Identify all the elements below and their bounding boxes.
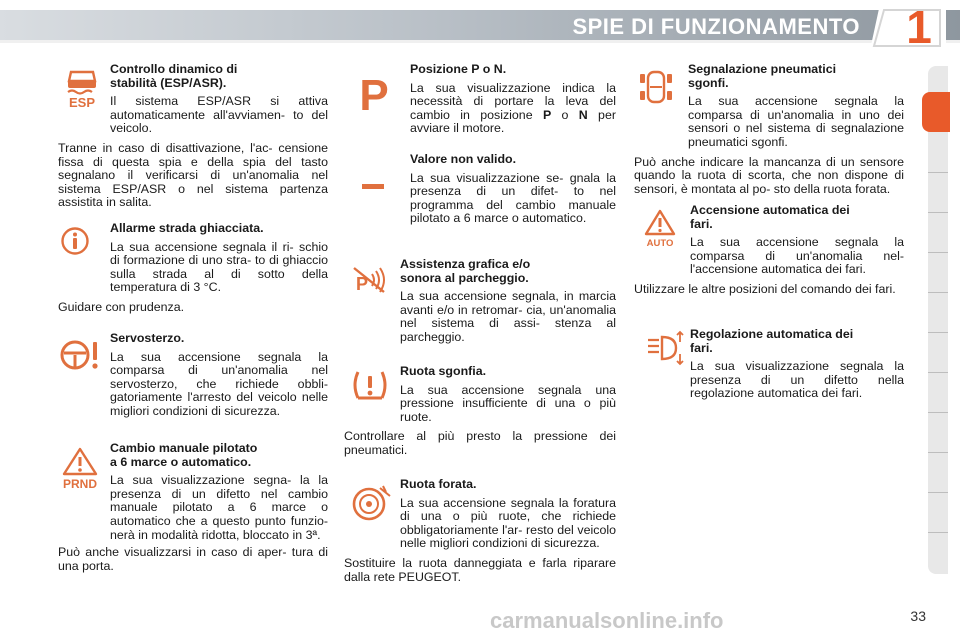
gearbox-title-1: Cambio manuale pilotato: [110, 441, 258, 455]
tab-divider: [928, 212, 948, 213]
tab-divider: [928, 252, 948, 253]
parking-assist-section: [344, 258, 616, 345]
dash-icon: [362, 178, 386, 194]
active-chapter-tab[interactable]: [922, 92, 950, 132]
gearbox-section: [58, 442, 328, 573]
auto-lights-text-a: La sua accensione segnala la comparsa di un'anomalia nel- l'accensione automatica dei fari.: [690, 235, 904, 277]
chapter-number: 1: [906, 1, 932, 53]
flat-tyre-text-b: Controllare al più presto la pressione dei pneumatici.: [344, 429, 616, 457]
punctured-section: [344, 478, 616, 584]
parking-assist-icon-label: P: [355, 274, 369, 294]
tyre-sensor-text-a: La sua accensione segnala la comparsa di un'anomalia in uno dei sensori o nel sistema di segnalazione pneumatici sgonfi.: [688, 94, 904, 149]
tyre-sensor-section: [634, 63, 904, 196]
tab-divider: [928, 172, 948, 173]
invalid-title: Valore non valido.: [410, 152, 517, 166]
tab-divider: [928, 372, 948, 373]
tab-divider: [928, 492, 948, 493]
auto-lights-icon-label: AUTO: [646, 238, 674, 248]
punctured-text-a: La sua accensione segnala la foratura di una o più ruote, che richiede obbligatoriamente l'ar- resto del veicolo nelle migliori condizioni di sicurezza.: [400, 495, 616, 551]
esp-title-1: Controllo dinamico di: [110, 62, 238, 76]
tyre-sensor-title-1: Segnalazione pneumatici: [688, 62, 837, 76]
p-n-or: o: [561, 107, 569, 122]
tab-divider: [928, 412, 948, 413]
park-position-icon: [356, 74, 392, 114]
gearbox-text-b: Può anche visualizzarsi in caso di aper- tura di una porta.: [58, 545, 328, 573]
tab-divider: [928, 532, 948, 533]
esp-title-2: stabilità (ESP/ASR).: [110, 75, 227, 90]
parking-assist-text-a: La sua accensione segnala, in marcia avanti e/o in retromar- cia, un'anomalia nel sistema di assi- stenza al parcheggio.: [400, 289, 616, 344]
page-title: SPIE DI FUNZIONAMENTO: [572, 14, 860, 39]
flat-tyre-text-a: La sua accensione segnala una pressione insufficiente di una o più ruote.: [400, 382, 616, 424]
auto-lights-section: [634, 204, 904, 297]
tab-divider: [928, 452, 948, 453]
p-n-letter-n: N: [578, 107, 588, 122]
tyre-sensor-text-b: Può anche indicare la mancanza di un sensore quando la ruota di scorta, che non dispone di sensori, è montata al po- sto della ruota forata.: [634, 154, 904, 196]
flat-tyre-title: Ruota sgonfia.: [400, 364, 487, 378]
punctured-title: Ruota forata.: [400, 477, 477, 491]
leveling-title-2: fari.: [690, 340, 713, 355]
chapter-tabs: [928, 66, 948, 574]
steering-text-a: La sua accensione segnala la comparsa di un'anomalia nel servosterzo, che richiede obbli- gatoriamente l'arresto del veicolo nelle migliori condizioni di sicurezza.: [110, 349, 328, 418]
esp-text-b: Tranne in caso di disattivazione, l'ac- censione fissa di questa spia e della spia del tasto segnalano il verificarsi di un'anomalia nel sistema ESP/ASR o nel sistema partenza assistita in salita.: [58, 140, 328, 210]
invalid-text-a: La sua visualizzazione se- gnala la presenza di un difet- to nel programma del cambio manuale pilotato a 6 marce o automatico.: [410, 170, 616, 226]
esp-icon-label: ESP: [68, 95, 96, 110]
watermark: carmanualsonline.info: [490, 608, 724, 633]
ice-text-a: La sua accensione segnala il ri- schio di formazione di uno stra- to di ghiaccio sulla strada al di sotto della temperatura di 3 °C.: [110, 239, 328, 295]
gearbox-text-a: La sua visualizzazione segna- la la presenza di un difetto nel cambio manuale pilotato a 6 marce o automatico che a questo punto funzio- nerà in modalità ridotta, bloccato in 3ª.: [110, 473, 328, 542]
gearbox-icon-label: PRND: [62, 477, 98, 490]
ice-section: [58, 222, 328, 315]
auto-lights-text-b: Utilizzare le altre posizioni del comando dei fari.: [634, 281, 896, 296]
esp-section: [58, 63, 328, 210]
tyre-sensor-title-2: sgonfi.: [688, 75, 729, 90]
leveling-title-1: Regolazione automatica dei: [690, 327, 854, 341]
auto-lights-title-1: Accensione automatica dei: [690, 203, 850, 217]
ice-title: Allarme strada ghiacciata.: [110, 221, 264, 235]
esp-text-a: Il sistema ESP/ASR si attiva automaticamente all'avviamen- to del veicolo.: [110, 94, 328, 136]
leveling-text-a: La sua visualizzazione segnala la presenza di un difetto nella regolazione automatica dei fari.: [690, 359, 904, 401]
p-n-section: [410, 63, 616, 136]
tab-divider: [928, 292, 948, 293]
leveling-section: [634, 328, 904, 401]
page-number: 33: [910, 608, 926, 624]
flat-tyre-section: [344, 365, 616, 458]
steering-section: [58, 332, 328, 419]
p-n-text: [410, 82, 616, 136]
parking-assist-title-1: Assistenza grafica e/o: [400, 257, 531, 271]
parking-assist-title-2: sonora al parcheggio.: [400, 270, 529, 285]
tab-divider: [928, 332, 948, 333]
p-n-title: Posizione P o N.: [410, 62, 507, 76]
punctured-text-b: Sostituire la ruota danneggiata e farla riparare dalla rete PEUGEOT.: [344, 555, 616, 584]
p-n-text-b: per avviare il motore.: [410, 107, 616, 136]
p-n-text-a: La sua visualizzazione indica la necessità di portare la leva del cambio in posizione: [410, 80, 616, 122]
invalid-section: [410, 153, 616, 226]
page-header: [0, 0, 960, 53]
gearbox-title-2: a 6 marce o automatico.: [110, 454, 252, 469]
auto-lights-title-2: fari.: [690, 216, 713, 231]
ice-text-b: Guidare con prudenza.: [58, 299, 185, 314]
steering-title: Servosterzo.: [110, 331, 185, 345]
park-position-icon-label: P: [359, 74, 389, 114]
p-n-letter-p: P: [542, 107, 552, 122]
